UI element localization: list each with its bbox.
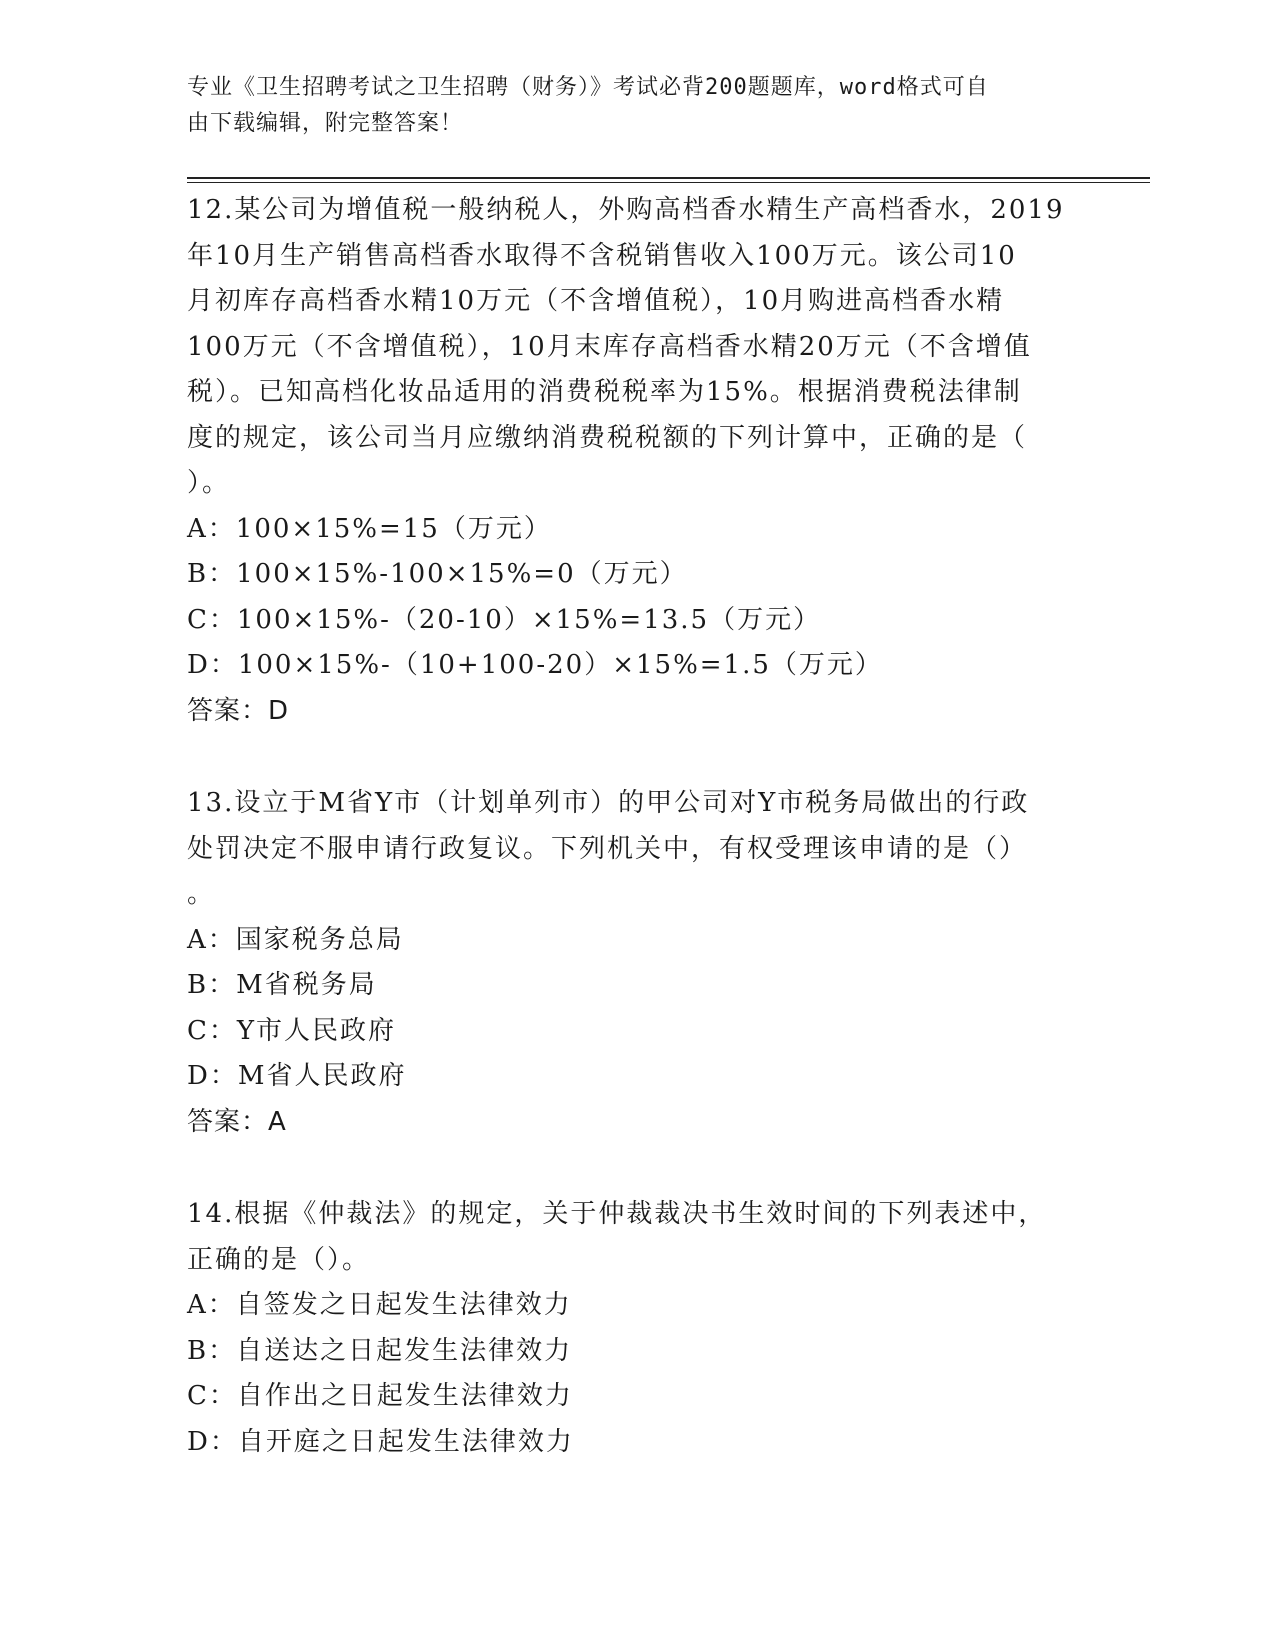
option-a: A：100×15%=15（万元） [187, 513, 552, 544]
question-text-line: 正确的是（）。 [187, 1244, 371, 1275]
question-text-line: 13.设立于M省Y市（计划单列市）的甲公司对Y市税务局做出的行政 [187, 788, 1030, 818]
header-divider-thin [187, 182, 1150, 183]
question-12 [187, 188, 1067, 734]
header-line-2: 由下载编辑，附完整答案！ [187, 111, 464, 136]
question-text-line: 度的规定，该公司当月应缴纳消费税税额的下列计算中，正确的是（ [187, 422, 1028, 453]
question-text-line: 100万元（不含增值税），10月末库存高档香水精20万元（不含增值 [187, 331, 1032, 362]
question-gap [187, 1145, 1067, 1192]
option-b: B：自送达之日起发生法律效力 [187, 1335, 573, 1366]
question-14 [187, 1192, 1067, 1465]
header-line-1: 专业《卫生招聘考试之卫生招聘（财务）》考试必背200题题库，word格式可自 [187, 75, 989, 100]
question-13 [187, 781, 1067, 1145]
option-a: A：自签发之日起发生法律效力 [187, 1290, 572, 1320]
question-list [187, 188, 1067, 1465]
question-text-line: 年10月生产销售高档香水取得不含税销售收入100万元。该公司10 [187, 240, 1017, 271]
option-d: D：100×15%-（10+100-20）×15%=1.5（万元） [187, 650, 883, 680]
question-text-line: 税）。已知高档化妆品适用的消费税税率为15%。根据消费税法律制 [187, 377, 1022, 407]
answer-label: 答案：A [187, 1106, 287, 1137]
option-c: C：Y市人民政府 [187, 1015, 397, 1046]
option-b: B：100×15%-100×15%=0（万元） [187, 559, 688, 589]
question-text-line: 处罚决定不服申请行政复议。下列机关中，有权受理该申请的是（） [187, 833, 1028, 864]
question-text-line: ）。 [187, 468, 231, 498]
option-c: C：自作出之日起发生法律效力 [187, 1381, 573, 1411]
option-a: A：国家税务总局 [187, 924, 404, 955]
question-text-line: 。 [187, 879, 216, 909]
option-c: C：100×15%-（20-10）×15%=13.5（万元） [187, 604, 822, 635]
question-text-line: 月初库存高档香水精10万元（不含增值税），10月购进高档香水精 [187, 286, 1005, 316]
option-b: B：M省税务局 [187, 970, 377, 1000]
option-d: D：自开庭之日起发生法律效力 [187, 1426, 574, 1457]
header-divider-thick [187, 177, 1150, 179]
answer-label: 答案：D [187, 695, 290, 726]
question-gap [187, 734, 1067, 781]
option-d: D：M省人民政府 [187, 1061, 407, 1091]
question-text-line: 12.某公司为增值税一般纳税人，外购高档香水精生产高档香水，2019 [187, 195, 1065, 225]
question-text-line: 14.根据《仲裁法》的规定，关于仲裁裁决书生效时间的下列表述中， [187, 1199, 1047, 1229]
document-header [187, 70, 1067, 142]
